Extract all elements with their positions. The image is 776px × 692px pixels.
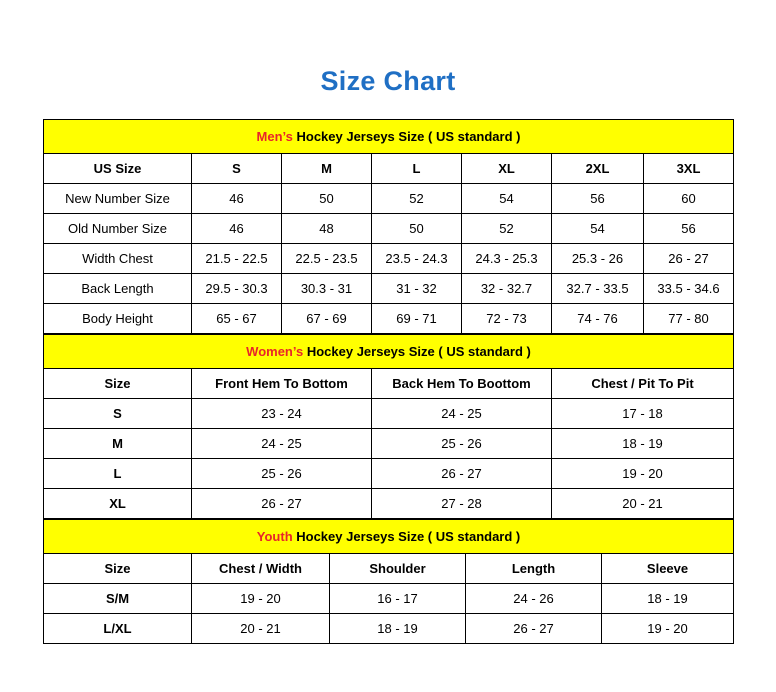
youth-section-header-row (44, 520, 734, 554)
mens-cell-2-4: 25.3 - 26 (552, 244, 644, 274)
mens-cell-1-5: 56 (644, 214, 734, 244)
youth-cell-1-0: 20 - 21 (192, 614, 330, 644)
mens-row-label-3: Back Length (44, 274, 192, 304)
womens-row-label-2: L (44, 459, 192, 489)
womens-section-header-row (44, 335, 734, 369)
mens-cell-0-4: 56 (552, 184, 644, 214)
mens-cell-0-3: 54 (462, 184, 552, 214)
mens-cell-3-3: 32 - 32.7 (462, 274, 552, 304)
mens-cell-3-4: 32.7 - 33.5 (552, 274, 644, 304)
youth-col-header-1: Chest / Width (192, 554, 330, 584)
womens-row-label-0: S (44, 399, 192, 429)
mens-cell-3-1: 30.3 - 31 (282, 274, 372, 304)
table-row (44, 429, 734, 459)
table-row (44, 244, 734, 274)
mens-col-header-4: XL (462, 154, 552, 184)
youth-row-label-0: S/M (44, 584, 192, 614)
table-row (44, 614, 734, 644)
page-title: Size Chart (320, 66, 456, 96)
mens-cell-4-0: 65 - 67 (192, 304, 282, 334)
mens-col-header-6: 3XL (644, 154, 734, 184)
mens-cell-4-3: 72 - 73 (462, 304, 552, 334)
youth-size-table (43, 519, 734, 644)
mens-cell-2-2: 23.5 - 24.3 (372, 244, 462, 274)
table-row (44, 154, 734, 184)
youth-section-header-rest: Hockey Jerseys Size ( US standard ) (292, 529, 521, 544)
womens-cell-3-2: 20 - 21 (552, 489, 734, 519)
mens-section-header-row (44, 120, 734, 154)
womens-cell-2-1: 26 - 27 (372, 459, 552, 489)
mens-row-label-2: Width Chest (44, 244, 192, 274)
mens-cell-1-0: 46 (192, 214, 282, 244)
table-row (44, 554, 734, 584)
table-row (44, 184, 734, 214)
table-row (44, 459, 734, 489)
mens-cell-0-1: 50 (282, 184, 372, 214)
mens-row-label-0: New Number Size (44, 184, 192, 214)
womens-cell-0-1: 24 - 25 (372, 399, 552, 429)
youth-row-label-1: L/XL (44, 614, 192, 644)
youth-cell-1-2: 26 - 27 (466, 614, 602, 644)
mens-size-table (43, 119, 734, 334)
womens-col-header-2: Back Hem To Boottom (372, 369, 552, 399)
youth-cell-1-3: 19 - 20 (602, 614, 734, 644)
mens-section-header (44, 120, 734, 154)
mens-cell-2-3: 24.3 - 25.3 (462, 244, 552, 274)
mens-cell-3-2: 31 - 32 (372, 274, 462, 304)
womens-cell-2-2: 19 - 20 (552, 459, 734, 489)
youth-col-header-2: Shoulder (330, 554, 466, 584)
womens-section-header (44, 335, 734, 369)
mens-section-header-rest: Hockey Jerseys Size ( US standard ) (292, 129, 521, 144)
womens-col-header-1: Front Hem To Bottom (192, 369, 372, 399)
womens-row-label-3: XL (44, 489, 192, 519)
youth-cell-0-2: 24 - 26 (466, 584, 602, 614)
mens-row-label-4: Body Height (44, 304, 192, 334)
mens-cell-0-0: 46 (192, 184, 282, 214)
mens-cell-3-0: 29.5 - 30.3 (192, 274, 282, 304)
womens-row-label-1: M (44, 429, 192, 459)
womens-col-header-3: Chest / Pit To Pit (552, 369, 734, 399)
mens-cell-4-1: 67 - 69 (282, 304, 372, 334)
womens-cell-1-2: 18 - 19 (552, 429, 734, 459)
mens-cell-4-4: 74 - 76 (552, 304, 644, 334)
youth-col-header-4: Sleeve (602, 554, 734, 584)
mens-cell-2-0: 21.5 - 22.5 (192, 244, 282, 274)
womens-section-header-rest: Hockey Jerseys Size ( US standard ) (303, 344, 531, 359)
mens-cell-1-3: 52 (462, 214, 552, 244)
womens-size-table (43, 334, 734, 519)
youth-section-header (44, 520, 734, 554)
size-chart-container (43, 119, 733, 644)
womens-cell-0-2: 17 - 18 (552, 399, 734, 429)
youth-cell-0-3: 18 - 19 (602, 584, 734, 614)
womens-cell-3-0: 26 - 27 (192, 489, 372, 519)
womens-cell-2-0: 25 - 26 (192, 459, 372, 489)
womens-cell-1-0: 24 - 25 (192, 429, 372, 459)
womens-cell-3-1: 27 - 28 (372, 489, 552, 519)
mens-cell-4-2: 69 - 71 (372, 304, 462, 334)
mens-section-header-accent: Men’s (256, 129, 293, 144)
mens-cell-1-4: 54 (552, 214, 644, 244)
womens-cell-0-0: 23 - 24 (192, 399, 372, 429)
mens-col-header-1: S (192, 154, 282, 184)
womens-cell-1-1: 25 - 26 (372, 429, 552, 459)
mens-col-header-2: M (282, 154, 372, 184)
mens-cell-2-5: 26 - 27 (644, 244, 734, 274)
mens-col-header-5: 2XL (552, 154, 644, 184)
mens-cell-4-5: 77 - 80 (644, 304, 734, 334)
youth-col-header-3: Length (466, 554, 602, 584)
mens-col-header-0: US Size (44, 154, 192, 184)
mens-cell-2-1: 22.5 - 23.5 (282, 244, 372, 274)
table-row (44, 304, 734, 334)
womens-col-header-0: Size (44, 369, 192, 399)
table-row (44, 399, 734, 429)
youth-col-header-0: Size (44, 554, 192, 584)
youth-cell-0-1: 16 - 17 (330, 584, 466, 614)
table-row (44, 274, 734, 304)
youth-section-header-accent: Youth (256, 529, 293, 544)
mens-cell-1-1: 48 (282, 214, 372, 244)
youth-cell-0-0: 19 - 20 (192, 584, 330, 614)
table-row (44, 489, 734, 519)
mens-cell-3-5: 33.5 - 34.6 (644, 274, 734, 304)
table-row (44, 584, 734, 614)
mens-cell-1-2: 50 (372, 214, 462, 244)
youth-cell-1-1: 18 - 19 (330, 614, 466, 644)
mens-col-header-3: L (372, 154, 462, 184)
mens-row-label-1: Old Number Size (44, 214, 192, 244)
womens-section-header-accent: Women’s (246, 344, 304, 359)
mens-cell-0-5: 60 (644, 184, 734, 214)
mens-cell-0-2: 52 (372, 184, 462, 214)
table-row (44, 369, 734, 399)
table-row (44, 214, 734, 244)
